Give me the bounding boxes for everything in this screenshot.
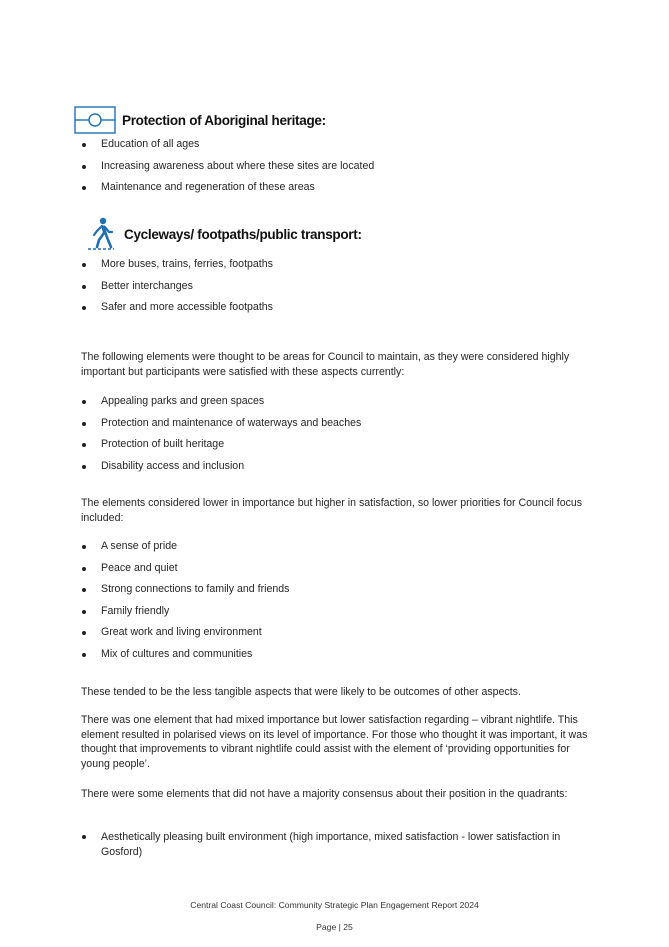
list-item: Disability access and inclusion [81,460,361,473]
section-heading-text: Protection of Aboriginal heritage: [122,112,326,128]
list-item: Increasing awareness about where these sites are located [81,160,374,173]
list-item: Family friendly [81,605,289,618]
cycleways-list [81,258,273,314]
list-item: Great work and living environment [81,626,289,639]
pedestrian-walking-icon [86,217,116,251]
lower-priority-intro-paragraph: The elements considered lower in importance but higher in satisfaction, so lower priorities for Council focus included: [81,497,583,524]
section-heading-cycleways [86,217,362,251]
intangible-paragraph: These tended to be the less tangible aspects that were likely to be outcomes of other aspects. [81,686,521,698]
list-item: Peace and quiet [81,562,289,575]
aboriginal-heritage-list [81,138,374,194]
list-item: Maintenance and regeneration of these areas [81,181,374,194]
footer-report-title: Central Coast Council: Community Strategic Plan Engagement Report 2024 [190,900,479,910]
list-item: Protection and maintenance of waterways and beaches [81,417,361,430]
lower-priority-list [81,540,289,661]
list-item: Mix of cultures and communities [81,648,289,661]
aboriginal-heritage-icon [74,106,116,134]
list-item: Appealing parks and green spaces [81,395,361,408]
list-item: A sense of pride [81,540,289,553]
list-item: Strong connections to family and friends [81,583,289,596]
section-heading-text: Cycleways/ footpaths/public transport: [124,226,362,242]
consensus-list [81,830,591,859]
list-item: More buses, trains, ferries, footpaths [81,258,273,271]
list-item: Protection of built heritage [81,438,361,451]
nightlife-paragraph: There was one element that had mixed importance but lower satisfaction regarding – vibrant nightlife. This element resulted in polarised views on its level of importance. For those who thought it was important, it was thought that improvements to vibrant nightlife could assist with the element of ‘providing opportunities for young people’. [81,714,588,770]
list-item: Safer and more accessible footpaths [81,301,273,314]
list-item: Aesthetically pleasing built environment (high importance, mixed satisfaction - lower satisfaction in Gosford) [81,830,591,859]
list-item: Better interchanges [81,280,273,293]
consensus-paragraph: There were some elements that did not have a majority consensus about their position in the quadrants: [81,788,568,800]
section-heading-aboriginal-heritage [74,106,326,134]
maintain-list [81,395,361,473]
maintain-intro-paragraph: The following elements were thought to be areas for Council to maintain, as they were considered highly important but participants were satisfied with these aspects currently: [81,351,570,378]
list-item: Education of all ages [81,138,374,151]
footer-page-number: Page | 25 [316,922,353,932]
